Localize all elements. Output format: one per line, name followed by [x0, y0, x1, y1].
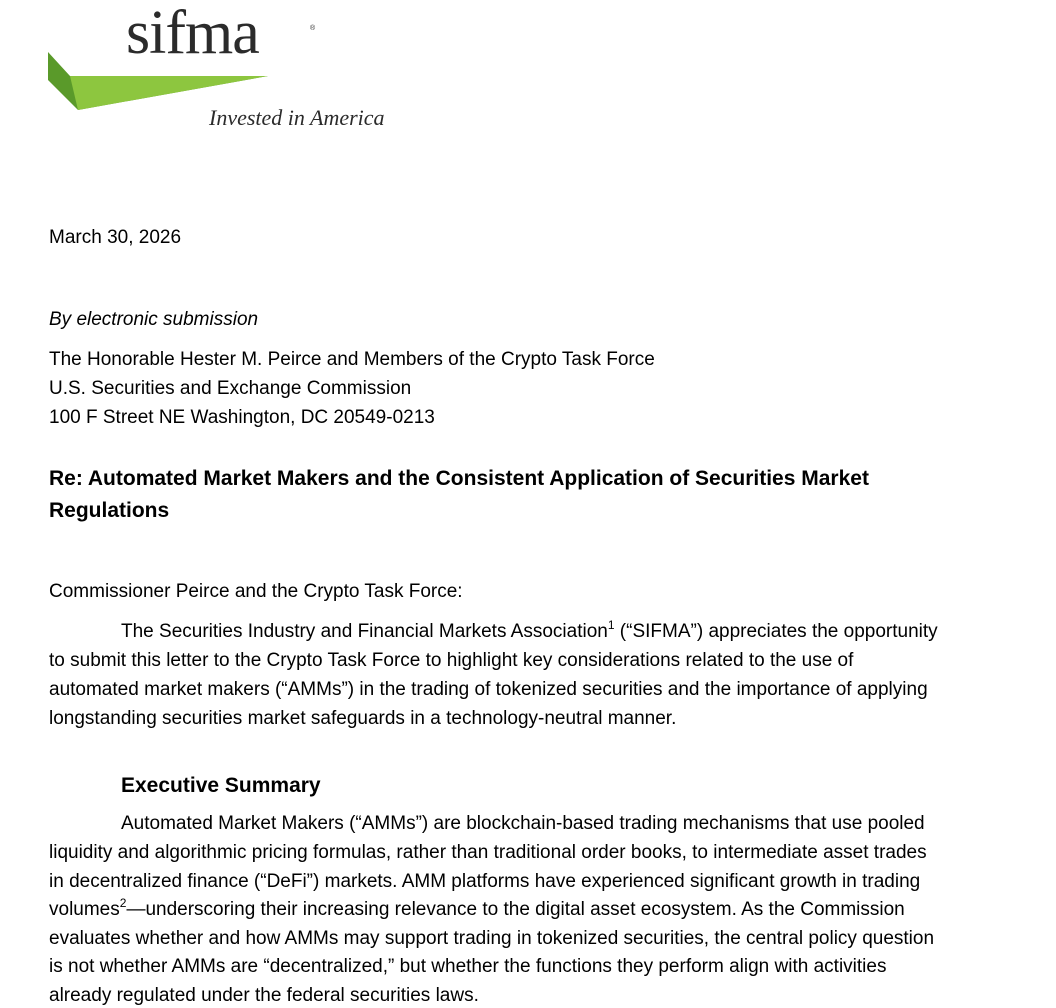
- salutation: Commissioner Peirce and the Crypto Task Force:: [49, 581, 463, 602]
- executive-summary-heading: Executive Summary: [121, 774, 321, 797]
- logo-registered-mark: ®: [310, 25, 316, 32]
- exec-line-1: Automated Market Makers (“AMMs”) are blockchain-based trading mechanisms that use pooled: [121, 813, 925, 834]
- exec-line-4-text-b: —underscoring their increasing relevance to the digital asset ecosystem. As the Commission: [126, 899, 905, 920]
- logo-tagline: Invested in America: [209, 105, 385, 130]
- subject-line: Re: Automated Market Makers and the Consistent Application of Securities Market Regulations: [49, 467, 869, 522]
- intro-line-1-text-b: (“SIFMA”) appreciates the opportunity: [614, 621, 938, 642]
- intro-line-1-text-a: The Securities Industry and Financial Markets Association: [121, 621, 608, 642]
- intro-line-2: to submit this letter to the Crypto Task Force to highlight key considerations related to the use of: [49, 650, 854, 671]
- letter-date: March 30, 2026: [49, 227, 182, 248]
- intro-line-3: automated market makers (“AMMs”) in the trading of tokenized securities and the importance of applying: [49, 679, 928, 700]
- exec-line-5: evaluates whether and how AMMs may support trading in tokenized securities, the central policy question: [49, 928, 935, 949]
- sifma-logo: [48, 0, 385, 140]
- intro-line-4: longstanding securities market safeguards in a technology-neutral manner.: [49, 708, 677, 729]
- exec-line-2: liquidity and algorithmic pricing formulas, rather than traditional order books, to intermediate asset trades: [49, 842, 927, 863]
- intro-line-1: [121, 617, 938, 644]
- logo-wordmark: sifma: [126, 0, 259, 67]
- recipient-line-2: U.S. Securities and Exchange Commission: [49, 378, 412, 399]
- recipient-line-1: The Honorable Hester M. Peirce and Members of the Crypto Task Force: [49, 349, 655, 370]
- footnote-ref-2[interactable]: 2: [119, 895, 127, 910]
- exec-line-4-text-a: volumes: [49, 899, 120, 920]
- footnote-ref-1[interactable]: 1: [607, 617, 615, 632]
- exec-line-6: is not whether AMMs are “decentralized,” but whether the functions they perform align with activities: [49, 956, 887, 977]
- recipient-line-3: 100 F Street NE Washington, DC 20549-0213: [49, 407, 435, 428]
- exec-line-4: [49, 895, 905, 922]
- submission-method: By electronic submission: [49, 309, 259, 330]
- exec-line-3: in decentralized finance (“DeFi”) markets. AMM platforms have experienced significant growth in trading: [49, 871, 921, 892]
- exec-line-7: already regulated under the federal securities laws.: [49, 985, 479, 1006]
